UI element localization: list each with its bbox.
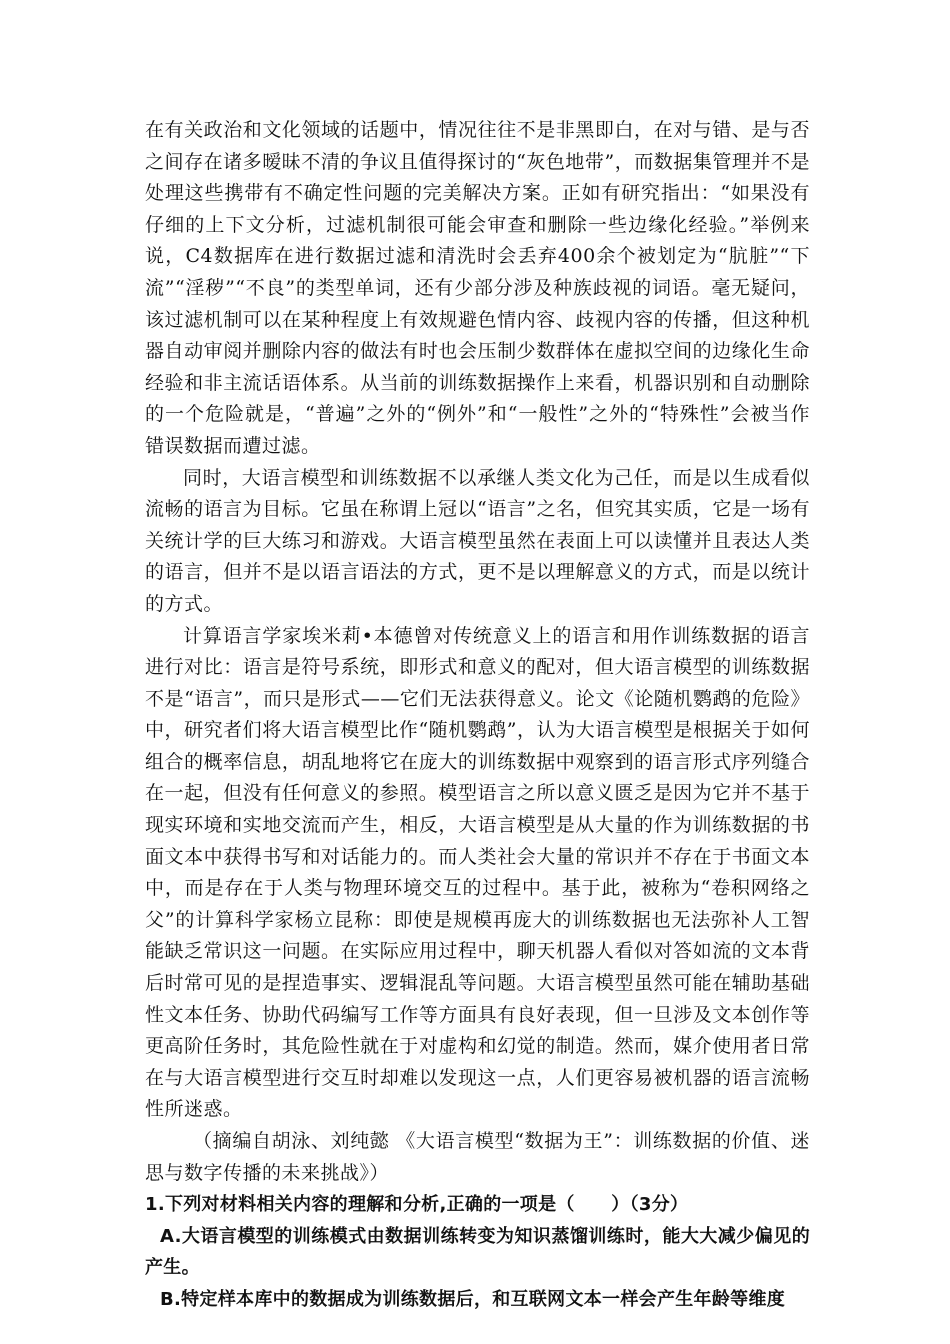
paragraph-2: 同时，大语言模型和训练数据不以承继人类文化为己任，而是以生成看似流畅的语言为目标。它虽在称谓上冠以“语言”之名，但究其实质，它是一场有关统计学的巨大练习和游戏。大语言模型虽然在表面上可以读懂并且表达人类的语言，但并不是以语言语法的方式，更不是以理解意义的方式，而是以统计的方式。 [145, 466, 810, 615]
option-a: A.大语言模型的训练模式由数据训练转变为知识蒸馏训练时，能大大减少偏见的产生。 [145, 1225, 810, 1279]
question-stem: 1.下列对材料相关内容的理解和分析,正确的一项是（ ）（3分） [145, 1194, 689, 1216]
paragraph-1: 在有关政治和文化领域的话题中，情况往往不是非黑即白，在对与错、是与否之间存在诸多暧昧不清的争议且值得探讨的“灰色地带”，而数据集管理并不是处理这些携带有不确定性问题的完美解决方案。正如有研究指出：“如果没有仔细的上下文分析，过滤机制很可能会审查和删除一些边缘化经验。”举例来说，C4数据库在进行数据过滤和清洗时会丢弃400余个被划定为“肮脏”“下流”“淫秽”“不良”的类型单词，还有少部分涉及种族歧视的词语。毫无疑问，该过滤机制可以在某种程度上有效规避色情内容、歧视内容的传播，但这种机器自动审阅并删除内容的做法有时也会压制少数群体在虚拟空间的边缘化生命经验和非主流话语体系。从当前的训练数据操作上来看，机器识别和自动删除的一个危险就是，“普遍”之外的“例外”和“一般性”之外的“特殊性”会被当作错误数据而遭过滤。 [145, 119, 810, 457]
option-b: B.特定样本库中的数据成为训练数据后，和互联网文本一样会产生年龄等维度 [160, 1288, 786, 1310]
source-citation: （摘编自胡泳、刘纯懿 《大语言模型“数据为王”：训练数据的价值、迷思与数字传播的未来挑战》） [145, 1130, 810, 1184]
paragraph-3: 计算语言学家埃米莉•本德曾对传统意义上的语言和用作训练数据的语言进行对比：语言是符号系统，即形式和意义的配对，但大语言模型的训练数据不是“语言”，而只是形式——它们无法获得意义。论文《论随机鹦鹉的危险》中，研究者们将大语言模型比作“随机鹦鹉”，认为大语言模型是根据关于如何组合的概率信息，胡乱地将它在庞大的训练数据中观察到的语言形式序列缝合在一起，但没有任何意义的参照。模型语言之所以意义匮乏是因为它并不基于现实环境和实地交流而产生，相反，大语言模型是从大量的作为训练数据的书面文本中获得书写和对话能力的。而人类社会大量的常识并不存在于书面文本中，而是存在于人类与物理环境交互的过程中。基于此，被称为“卷积网络之父”的计算科学家杨立昆称：即使是规模再庞大的训练数据也无法弥补人工智能缺乏常识这一问题。在实际应用过程中，聊天机器人看似对答如流的文本背后时常可见的是捏造事实、逻辑混乱等问题。大语言模型虽然可能在辅助基础性文本任务、协助代码编写工作等方面具有良好表现，但一旦涉及文本创作等更高阶任务时，其危险性就在于对虚构和幻觉的制造。然而，媒介使用者日常在与大语言模型进行交互时却难以发现这一点，人们更容易被机器的语言流畅性所迷惑。 [145, 624, 810, 1121]
document-page [145, 115, 810, 1316]
